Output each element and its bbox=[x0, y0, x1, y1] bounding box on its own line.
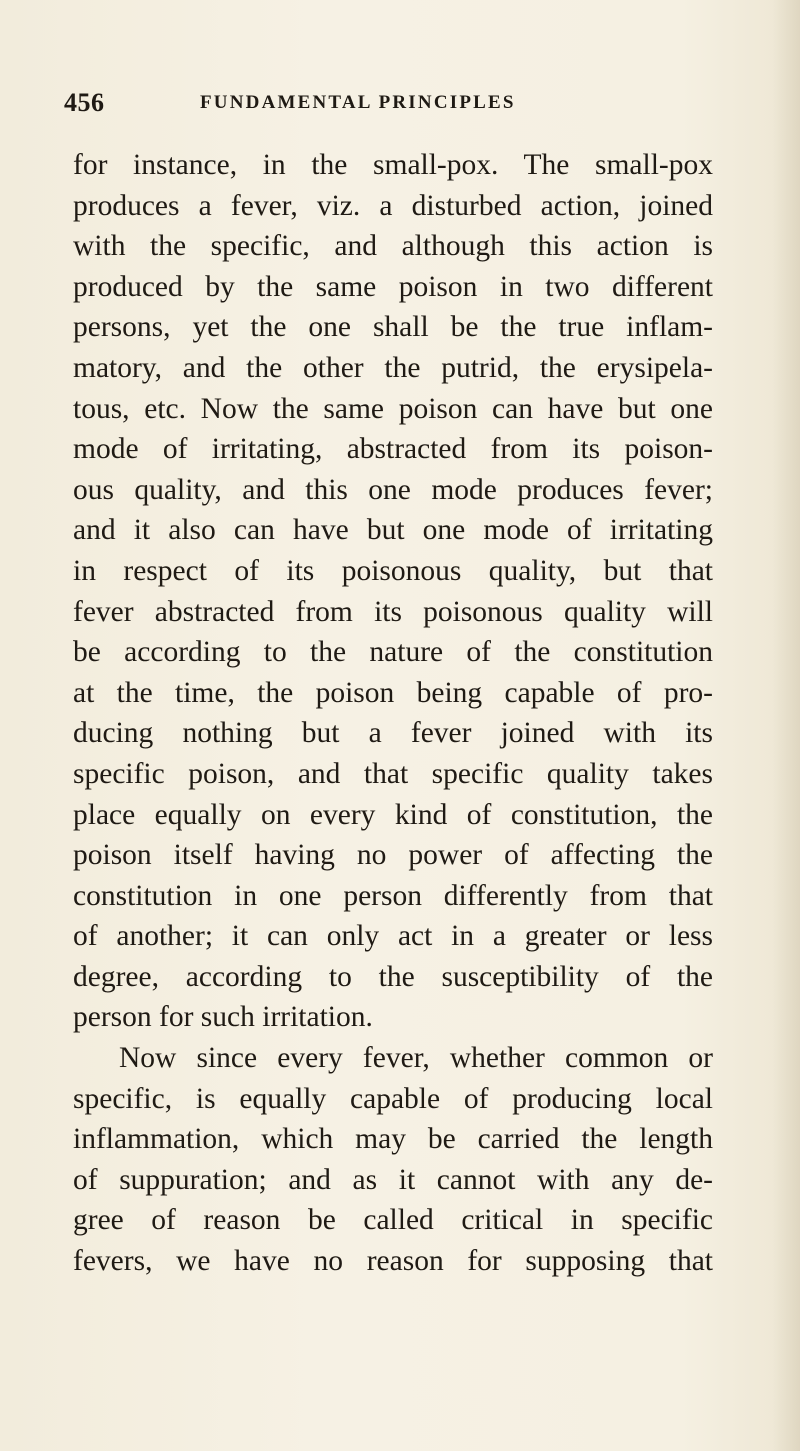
text-line-paragraph-end: person for such irritation. bbox=[73, 1001, 373, 1034]
running-title: FUNDAMENTAL PRINCIPLES bbox=[200, 92, 516, 113]
text-line: tous, etc. Now the same poison can have but one bbox=[73, 392, 713, 425]
text-line: fevers, we have no reason for supposing that bbox=[73, 1245, 713, 1278]
text-line: at the time, the poison being capable of pro- bbox=[73, 676, 713, 709]
text-line: produced by the same poison in two different bbox=[73, 270, 713, 303]
text-line: of another; it can only act in a greater or less bbox=[73, 920, 713, 953]
text-line: with the specific, and although this action is bbox=[73, 230, 713, 263]
body-text bbox=[73, 145, 713, 1282]
text-line: of suppuration; and as it cannot with any de- bbox=[73, 1163, 713, 1196]
text-line: gree of reason be called critical in specific bbox=[73, 1204, 713, 1237]
text-line: poison itself having no power of affecting the bbox=[73, 839, 713, 872]
text-line: constitution in one person differently from that bbox=[73, 879, 713, 912]
text-line: ous quality, and this one mode produces fever; bbox=[73, 473, 713, 506]
text-line: specific poison, and that specific quality takes bbox=[73, 757, 713, 790]
text-line: degree, according to the susceptibility of the bbox=[73, 960, 713, 993]
page-number: 456 bbox=[64, 88, 105, 117]
text-line: produces a fever, viz. a disturbed action, joined bbox=[73, 189, 713, 222]
text-line: and it also can have but one mode of irritating bbox=[73, 514, 713, 547]
text-line: place equally on every kind of constitution, the bbox=[73, 798, 713, 831]
text-line: matory, and the other the putrid, the erysipela- bbox=[73, 351, 713, 384]
text-line: persons, yet the one shall be the true inflam- bbox=[73, 311, 713, 344]
text-line-paragraph-start: Now since every fever, whether common or bbox=[119, 1042, 713, 1075]
text-line: fever abstracted from its poisonous quality will bbox=[73, 595, 713, 628]
text-line: inflammation, which may be carried the length bbox=[73, 1123, 713, 1156]
page-edge-shadow bbox=[772, 0, 800, 1451]
text-line: specific, is equally capable of producing local bbox=[73, 1082, 713, 1115]
running-head bbox=[64, 88, 744, 124]
text-line: ducing nothing but a fever joined with its bbox=[73, 717, 713, 750]
text-line: mode of irritating, abstracted from its poison- bbox=[73, 433, 713, 466]
text-line: be according to the nature of the constitution bbox=[73, 636, 713, 669]
text-line: for instance, in the small-pox. The small-pox bbox=[73, 149, 713, 181]
text-line: in respect of its poisonous quality, but that bbox=[73, 554, 713, 587]
